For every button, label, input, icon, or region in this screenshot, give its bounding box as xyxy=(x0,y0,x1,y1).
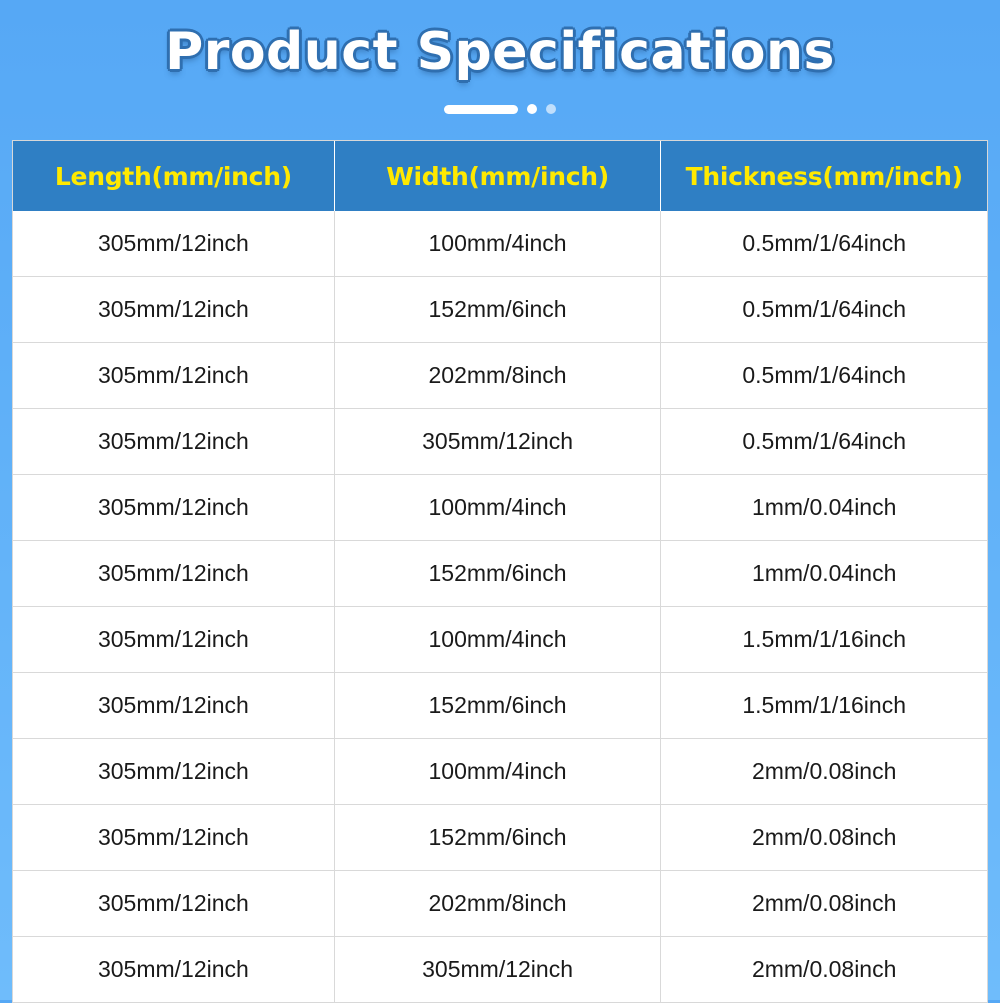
cell-thickness: 2mm/0.08inch xyxy=(661,805,987,871)
cell-thickness: 1mm/0.04inch xyxy=(661,541,987,607)
page-indicator-dot-2[interactable] xyxy=(546,104,556,114)
cell-length: 305mm/12inch xyxy=(13,937,334,1003)
column-header-length: Length(mm/inch) xyxy=(13,141,334,211)
cell-thickness: 0.5mm/1/64inch xyxy=(661,211,987,277)
cell-length: 305mm/12inch xyxy=(13,673,334,739)
cell-width: 305mm/12inch xyxy=(334,409,661,475)
page-indicator-dot-1[interactable] xyxy=(527,104,537,114)
page-title: Product Specifications xyxy=(165,22,835,82)
cell-length: 305mm/12inch xyxy=(13,739,334,805)
table-row xyxy=(13,541,987,607)
table-row xyxy=(13,409,987,475)
table-header xyxy=(13,141,987,211)
table-row xyxy=(13,607,987,673)
table-row xyxy=(13,805,987,871)
cell-width: 100mm/4inch xyxy=(334,739,661,805)
cell-length: 305mm/12inch xyxy=(13,277,334,343)
table-row xyxy=(13,673,987,739)
cell-width: 100mm/4inch xyxy=(334,607,661,673)
cell-length: 305mm/12inch xyxy=(13,343,334,409)
cell-width: 305mm/12inch xyxy=(334,937,661,1003)
cell-width: 152mm/6inch xyxy=(334,541,661,607)
table-row xyxy=(13,739,987,805)
column-header-thickness: Thickness(mm/inch) xyxy=(661,141,987,211)
page-header xyxy=(0,0,1000,140)
cell-length: 305mm/12inch xyxy=(13,475,334,541)
cell-thickness: 2mm/0.08inch xyxy=(661,871,987,937)
specifications-table-container xyxy=(12,140,988,1003)
cell-length: 305mm/12inch xyxy=(13,409,334,475)
cell-thickness: 0.5mm/1/64inch xyxy=(661,409,987,475)
table-row xyxy=(13,937,987,1003)
cell-thickness: 2mm/0.08inch xyxy=(661,739,987,805)
table-body xyxy=(13,211,987,1002)
cell-thickness: 0.5mm/1/64inch xyxy=(661,277,987,343)
cell-length: 305mm/12inch xyxy=(13,607,334,673)
specifications-table xyxy=(13,141,987,1002)
column-header-width: Width(mm/inch) xyxy=(334,141,661,211)
cell-thickness: 0.5mm/1/64inch xyxy=(661,343,987,409)
cell-width: 202mm/8inch xyxy=(334,871,661,937)
cell-length: 305mm/12inch xyxy=(13,805,334,871)
table-row xyxy=(13,475,987,541)
cell-width: 100mm/4inch xyxy=(334,211,661,277)
table-row xyxy=(13,277,987,343)
cell-length: 305mm/12inch xyxy=(13,541,334,607)
table-header-row xyxy=(13,141,987,211)
cell-width: 152mm/6inch xyxy=(334,277,661,343)
page-indicator-active-bar[interactable] xyxy=(444,105,518,114)
table-row xyxy=(13,211,987,277)
cell-thickness: 2mm/0.08inch xyxy=(751,956,897,982)
cell-width: 152mm/6inch xyxy=(334,805,661,871)
cell-thickness: 1.5mm/1/16inch xyxy=(661,607,987,673)
cell-length: 305mm/12inch xyxy=(13,211,334,277)
cell-thickness: 1.5mm/1/16inch xyxy=(661,673,987,739)
cell-width: 100mm/4inch xyxy=(334,475,661,541)
cell-width: 202mm/8inch xyxy=(334,343,661,409)
cell-thickness: 1mm/0.04inch xyxy=(661,475,987,541)
page-indicator xyxy=(444,104,556,114)
cell-width: 152mm/6inch xyxy=(334,673,661,739)
cell-length: 305mm/12inch xyxy=(13,871,334,937)
table-row xyxy=(13,343,987,409)
table-row xyxy=(13,871,987,937)
